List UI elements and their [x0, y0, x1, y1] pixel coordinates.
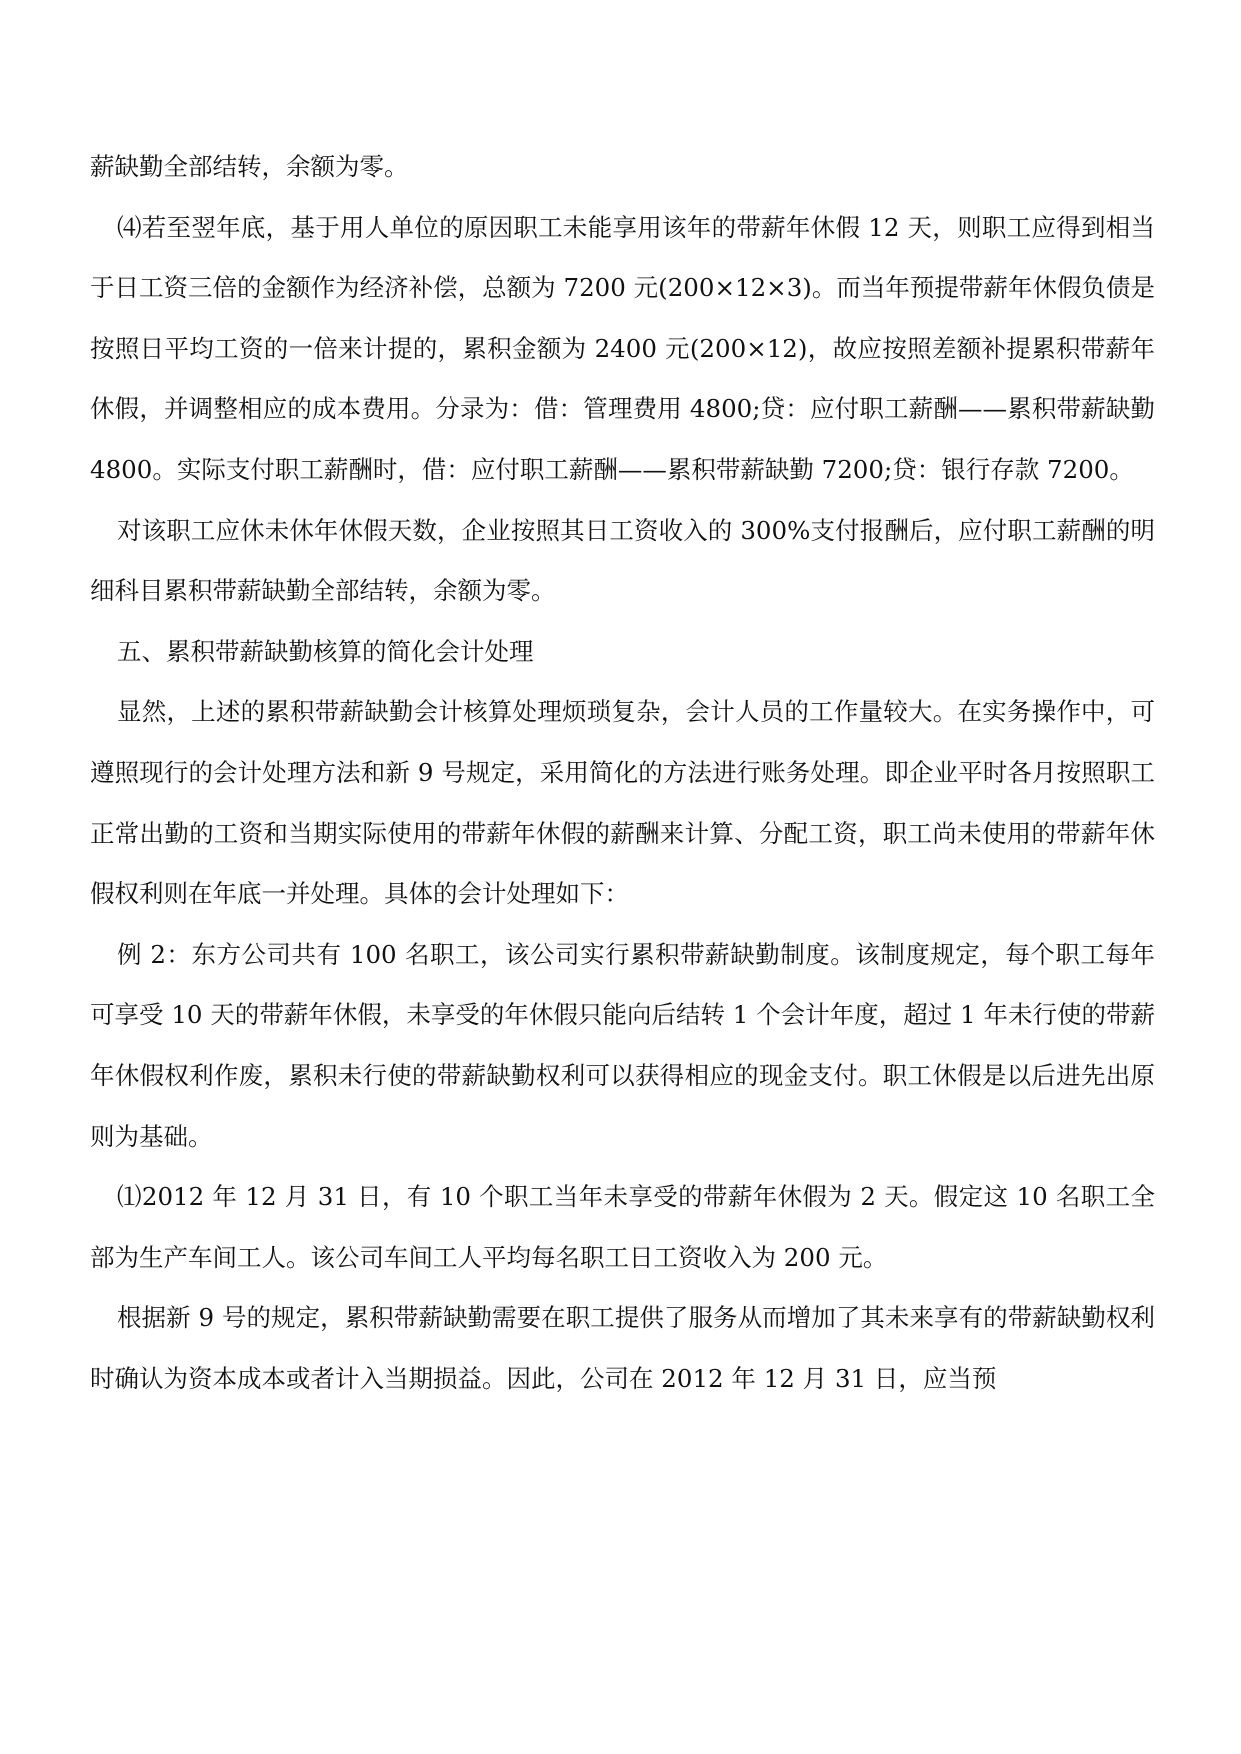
- paragraph-continuation: 薪缺勤全部结转，余额为零。: [90, 152, 409, 181]
- paragraph-recognition-rule: 根据新 9 号的规定，累积带薪缺勤需要在职工提供了服务从而增加了其未来享有的带薪缺勤权利时确认为资本成本或者计入当期损益。因此，公司在 2012 年 12 月 31 日，应当预: [90, 1303, 1155, 1393]
- paragraph-item-4: ⑷若至翌年底，基于用人单位的原因职工未能享用该年的带薪年休假 12 天，则职工应得到相当于日工资三倍的金额作为经济补偿，总额为 7200 元(200×12×3)。而当年预提带薪年休假负债是按照日平均工资的一倍来计提的，累积金额为 2400 元(200×12)，故应按照差额补提累积带薪年休假，并调整相应的成本费用。分录为：借：管理费用 4800;贷：应付职工薪酬——累积带薪缺勤 4800。实际支付职工薪酬时，借：应付职工薪酬——累积带薪缺勤 7200;贷：银行存款 7200。: [90, 212, 1155, 484]
- paragraph-example-2: 例 2：东方公司共有 100 名职工，该公司实行累积带薪缺勤制度。该制度规定，每个职工每年可享受 10 天的带薪年休假，未享受的年休假只能向后结转 1 个会计年度，超过 1 年未行使的带薪年休假权利作废，累积未行使的带薪缺勤权利可以获得相应的现金支付。职工休假是以后进先出原则为基础。: [90, 939, 1155, 1151]
- paragraph-unused-leave-settlement: 对该职工应休未休年休假天数，企业按照其日工资收入的 300%支付报酬后，应付职工薪酬的明细科目累积带薪缺勤全部结转，余额为零。: [90, 515, 1155, 606]
- paragraph-simplified-method: 显然，上述的累积带薪缺勤会计核算处理烦琐复杂，会计人员的工作量较大。在实务操作中，可遵照现行的会计处理方法和新 9 号规定，采用简化的方法进行账务处理。即企业平时各月按照职工正常出勤的工资和当期实际使用的带薪年休假的薪酬来计算、分配工资，职工尚未使用的带薪年休假权利则在年底一并处理。具体的会计处理如下：: [90, 697, 1155, 909]
- document-page: [90, 137, 1155, 1409]
- section-heading-5: 五、累积带薪缺勤核算的简化会计处理: [117, 636, 534, 666]
- paragraph-example-2-item-1: ⑴2012 年 12 月 31 日，有 10 个职工当年未享受的带薪年休假为 2 天。假定这 10 名职工全部为生产车间工人。该公司车间工人平均每名职工日工资收入为 200 元。: [90, 1182, 1155, 1272]
